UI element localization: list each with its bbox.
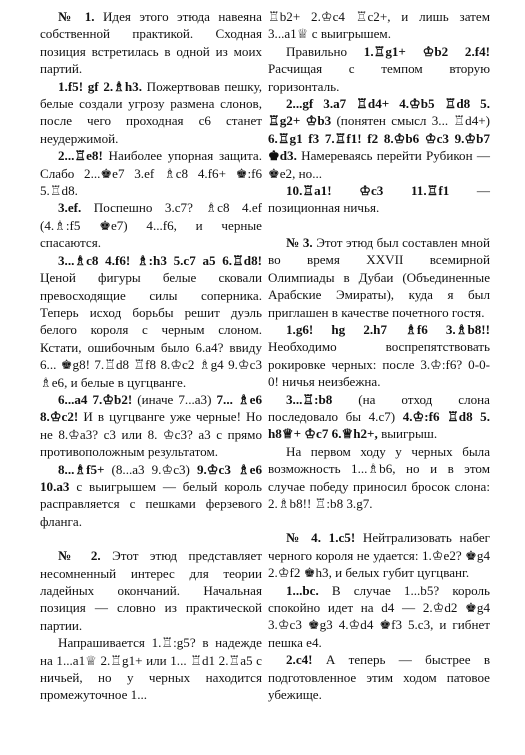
paragraph-text: В случае 1...b5? король спокойно идет на d4 — 2.♔d2 ♚g4 3.♔c3 ♚g3 4.♔d4 ♚f3 5.c3, и гибнет пешка e4. xyxy=(268,582,490,650)
paragraph xyxy=(268,95,490,182)
paragraph-text: На первом ходу у черных была возможность 1...♗b6, но и в этом случае победу приносил бросок слона: 2.♗b8!! ♖:b8 3.g7. xyxy=(268,443,490,511)
paragraph xyxy=(40,252,262,391)
paragraph-text: (иначе 7...a3) xyxy=(132,391,217,407)
paragraph xyxy=(40,199,262,251)
paragraph-text: Ценой фигуры белые сковали превосходящие силы соперника. Теперь исход борьбы решит дуэль белого короля с черным слоном. Кстати, ошибочным было 6.a4? ввиду 6... ♚g8! 7.♖d8 ♖f8 8.♔c2 ♗g4 9.♔c3 ♗e6, и белые в цугцванге. xyxy=(40,270,262,390)
study-number: № 1. xyxy=(58,9,95,24)
paragraph xyxy=(268,582,490,652)
paragraph-text: Необходимо воспрепятствовать рокировке черных: после 3.♔:f6? 0-0-0! ничья неизбежна. xyxy=(268,339,490,390)
paragraph-text: Идея этого этюда навеяна собственной практикой. Сходная позиция встретилась в одной из моих партий. xyxy=(40,9,262,77)
paragraph-text: (на отход слона последовало бы 4.c7) xyxy=(268,391,490,424)
study-3-intro xyxy=(268,234,490,321)
move-sequence: 7... ♗e6 8.♔c2! xyxy=(40,391,262,425)
paragraph-text: Расчищая с темпом вторую горизонталь. xyxy=(268,61,490,94)
move-sequence: 1.c5! xyxy=(321,530,356,546)
paragraph-text: Поспешно 3.c7? ♗c8 4.ef (4.♗:f5 ♚e7) 4...f6, и черные спасаются. xyxy=(40,200,262,251)
paragraph-text: ♖b2+ 2.♔c4 ♖c2+, и лишь затем 3...a1♕ с выигрышем. xyxy=(268,9,490,42)
paragraph-text: Этот этюд был составлен мной во время XXVII всемирной Олимпиады в Дубаи (Объединенные Арабские Эмираты), куда я был приглашен в качестве почетного гостя. xyxy=(268,234,490,320)
paragraph xyxy=(268,182,490,217)
move-sequence: 2...♖e8! xyxy=(58,148,103,164)
study-2-intro xyxy=(40,547,262,634)
study-number: № 3. xyxy=(286,234,313,250)
move-sequence: 1...bc. xyxy=(286,582,319,598)
left-column xyxy=(40,8,262,704)
paragraph-text: А теперь — быстрее в подготовленное этим ходом патовое убежище. xyxy=(268,652,490,703)
paragraph-text: Нейтрализовать набег черного короля не удается: 1.♔e2? ♚g4 2.♔f2 ♚h3, и белых губит цугцванг. xyxy=(268,530,490,581)
study-1-intro xyxy=(40,8,262,78)
move-sequence: 6.♖g1 f3 7.♖f1! f2 8.♔b6 ♔c3 9.♔b7 ♚d3. xyxy=(268,130,490,164)
move-sequence: 3...♗c8 4.f6! ♗:h3 5.c7 a5 6.♖d8! xyxy=(58,252,262,268)
move-sequence: 1.f5! gf 2.♗h3. xyxy=(58,78,142,94)
paragraph-text: Напрашивается 1.♖:g5? в надежде на 1...a1♕ 2.♖g1+ или 1... ♖d1 2.♖a5 с ничьей, но у черных находится промежуточное 1... xyxy=(40,635,262,703)
paragraph-continuation xyxy=(268,8,490,43)
paragraph xyxy=(268,443,490,513)
move-sequence: 2...gf 3.a7 ♖d4+ 4.♔b5 ♖d8 5. ♖g2+ ♔b3 xyxy=(268,96,490,129)
move-sequence: 3.ef. xyxy=(58,200,82,216)
paragraph xyxy=(40,461,262,531)
move-sequence: 1.♖g1+ ♔b2 2.f4! xyxy=(363,43,490,59)
paragraph xyxy=(40,391,262,461)
paragraph xyxy=(268,321,490,391)
paragraph-text: Пожертвовав пешку, белые создали угрозу размена слонов, после чего проходная с6 станет неудержимой. xyxy=(40,78,262,146)
move-sequence: 9.♔c3 ♗e6 10.a3 xyxy=(40,461,262,494)
move-sequence: 6...a4 7.♔b2! xyxy=(58,391,133,407)
paragraph-text: с выигрышем — белый король расправляется с пешками ферзевого фланга. xyxy=(40,478,262,529)
move-sequence: 3...♖:b8 xyxy=(286,391,333,407)
move-sequence: 1.g6! hg 2.h7 ♗f6 3.♗b8!! xyxy=(286,321,490,337)
study-number: № 2. xyxy=(58,548,101,564)
paragraph-text: Наиболее упорная защита. Слабо 2...♚e7 3.ef ♗c8 4.f6+ ♚:f6 5.♖d8. xyxy=(40,148,262,199)
move-sequence: 4.♔:f6 ♖d8 5. h8♕+ ♔c7 6.♕h2+, xyxy=(268,408,490,442)
paragraph-text: — позиционная ничья. xyxy=(268,183,490,216)
study-4-intro xyxy=(268,529,490,581)
paragraph-text: (понятен смысл 3... ♖d4+) xyxy=(331,113,490,129)
paragraph xyxy=(268,391,490,443)
paragraph-text: выигрыш. xyxy=(377,426,438,442)
paragraph xyxy=(40,634,262,704)
right-column xyxy=(268,8,490,703)
paragraph xyxy=(40,78,262,148)
paragraph-text: Правильно xyxy=(286,43,364,59)
move-sequence: 8...♗f5+ xyxy=(58,461,105,477)
move-sequence: 2.c4! xyxy=(286,652,313,668)
paragraph-text: И в цугцванге уже черные! Но не 8.♔a3? c3 или 8. ♔c3? a3 с прямо противоположным результатом. xyxy=(40,409,262,460)
paragraph xyxy=(268,651,490,703)
paragraph xyxy=(268,43,490,95)
paragraph-text: Намереваясь перейти Рубикон — ♚e2, но... xyxy=(268,148,490,181)
paragraph xyxy=(40,147,262,199)
study-number: № 4. xyxy=(286,530,322,546)
paragraph-text: (8...a3 9.♔c3) xyxy=(104,461,197,477)
paragraph-text: Этот этюд представляет несомненный интерес для теории ладейных окончаний. Начальная позиция — словно из практической партии. xyxy=(40,548,262,633)
move-sequence: 10.♖a1! ♔c3 11.♖f1 xyxy=(286,183,450,199)
